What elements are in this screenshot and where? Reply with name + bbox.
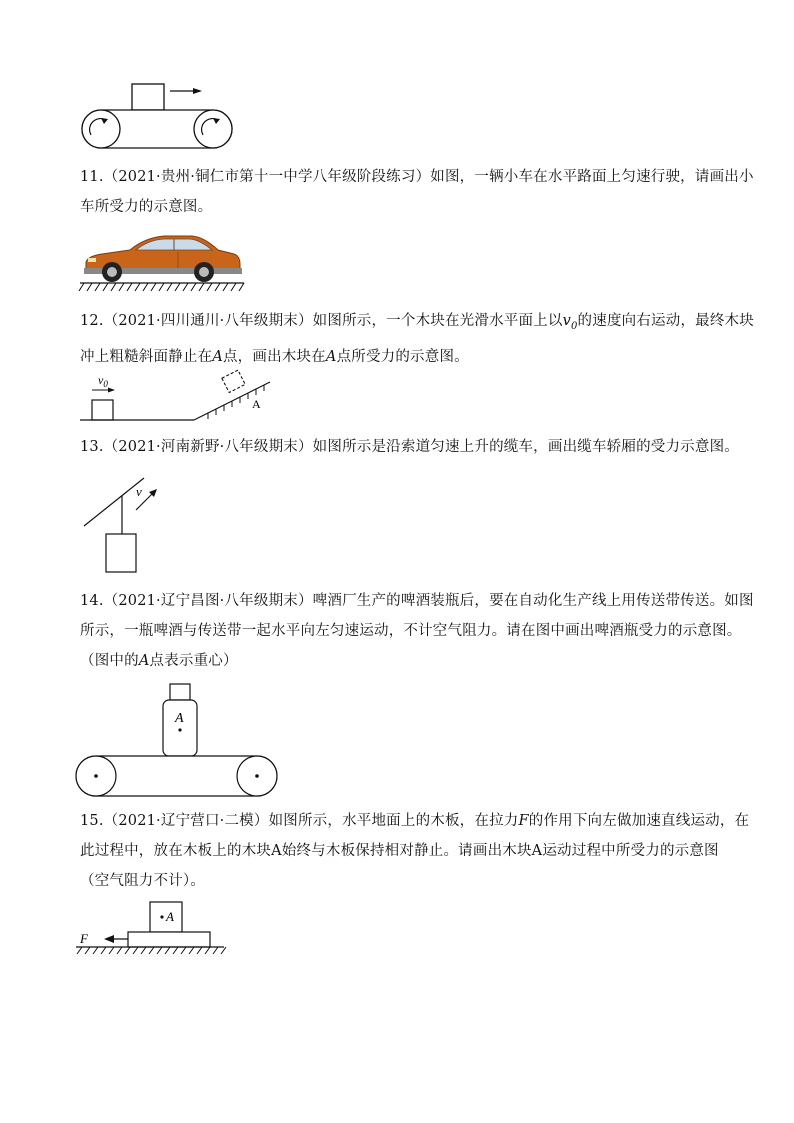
car-figure xyxy=(78,228,248,296)
question-14-line-3: （图中的A点表示重心） xyxy=(80,653,238,669)
question-11-line-1: 11.（2021·贵州·铜仁市第十一中学八年级阶段练习）如图，一辆小车在水平路面上匀速行驶，请画出小 xyxy=(80,169,754,185)
right-roller xyxy=(194,110,232,148)
ground-hatch xyxy=(79,283,244,291)
center-of-gravity-dot xyxy=(178,728,181,731)
incline-figure xyxy=(80,368,280,426)
question-15 xyxy=(80,806,750,896)
question-13 xyxy=(80,432,739,462)
question-12 xyxy=(80,306,754,372)
dashed-block xyxy=(222,370,245,392)
left-arrow-icon xyxy=(104,935,114,943)
board-block-figure xyxy=(74,898,230,956)
wood-board xyxy=(128,932,210,947)
conveyor-box-figure xyxy=(78,80,238,152)
question-14-line-2: 所示，一瓶啤酒与传送带一起水平向左匀速运动，不计空气阻力。请在图中画出啤酒瓶受力的示意图。 xyxy=(80,623,742,639)
cabin-box xyxy=(106,534,136,572)
ground-hatch xyxy=(77,947,226,954)
question-11-line-2: 车所受力的示意图。 xyxy=(80,199,213,215)
question-13-line-1: 13.（2021·河南新野·八年级期末）如图所示是沿索道匀速上升的缆车，画出缆车轿厢的受力示意图。 xyxy=(80,439,739,455)
question-15-line-1: 15.（2021·辽宁营口·二模）如图所示，水平地面上的木板，在拉力F的作用下向左做加速直线运动，在 xyxy=(80,813,750,829)
force-label: F xyxy=(80,931,88,946)
wood-block xyxy=(92,400,113,420)
right-arrow-icon xyxy=(193,88,202,94)
bottle-conveyor-figure xyxy=(74,680,284,798)
block-a-label: A xyxy=(166,909,174,924)
question-14-line-1: 14.（2021·辽宁昌图·八年级期末）啤酒厂生产的啤酒装瓶后，要在自动化生产线上用传送带传送。如图 xyxy=(80,593,754,609)
question-14 xyxy=(80,586,754,676)
question-15-line-3: （空气阻力不计）。 xyxy=(80,873,206,889)
center-of-gravity-label: A xyxy=(175,711,184,726)
bottle-body xyxy=(163,700,197,756)
velocity-label: v xyxy=(136,484,142,499)
cable-line xyxy=(84,478,144,526)
question-12-line-1: 12.（2021·四川通川·八年级期末）如图所示，一个木块在光滑水平面上以$v_0$的速度向右运动，最终木块 xyxy=(80,313,754,332)
left-roller xyxy=(82,110,120,148)
velocity-label: $v_0$ xyxy=(98,373,108,389)
cable-car-figure xyxy=(78,476,178,576)
right-arrow-icon xyxy=(108,388,115,393)
point-a-label: A xyxy=(252,397,261,411)
box xyxy=(132,84,164,110)
question-12-line-2: 冲上粗糙斜面静止在A点，画出木块在A点所受力的示意图。 xyxy=(80,348,469,365)
question-15-line-2: 此过程中，放在木板上的木块A始终与木板保持相对静止。请画出木块A运动过程中所受力的示意图 xyxy=(80,843,719,859)
question-11 xyxy=(80,162,754,222)
bottle-cap xyxy=(170,684,190,700)
